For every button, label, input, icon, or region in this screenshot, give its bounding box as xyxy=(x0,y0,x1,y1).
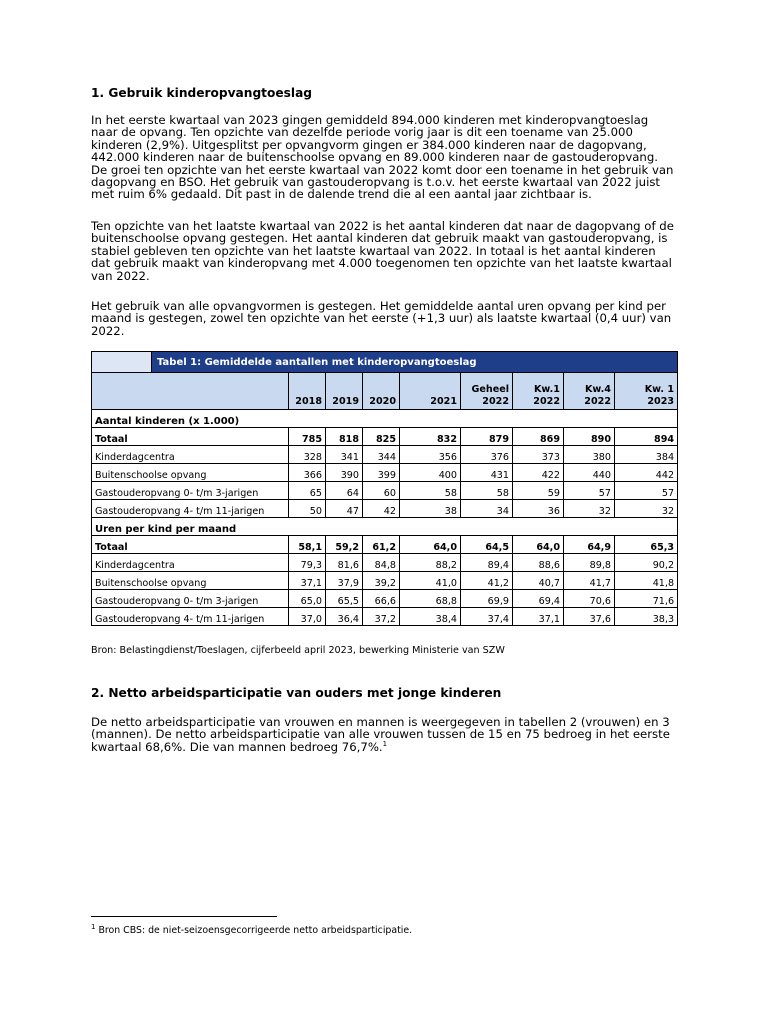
table-cell: 65 xyxy=(289,482,326,500)
section-label: Uren per kind per maand xyxy=(92,518,678,536)
table-row xyxy=(92,464,678,482)
column-header-line: 2021 xyxy=(430,396,457,407)
table-cell: 399 xyxy=(363,464,400,482)
row-label: Gastouderopvang 4- t/m 11-jarigen xyxy=(92,608,289,626)
table-cell: 328 xyxy=(289,446,326,464)
table-cell: 879 xyxy=(461,428,513,446)
table-cell: 88,6 xyxy=(513,554,564,572)
table-cell: 36,4 xyxy=(326,608,363,626)
table-cell: 88,2 xyxy=(400,554,461,572)
section-row-aantal-kinderen xyxy=(92,410,678,428)
text-line: 442.000 kinderen naar de buitenschoolse opvang en 89.000 kinderen naar de gastouderopvang. xyxy=(91,150,658,165)
column-header xyxy=(615,373,678,410)
table-cell: 81,6 xyxy=(326,554,363,572)
table-row xyxy=(92,536,678,554)
table-cell: 37,9 xyxy=(326,572,363,590)
table-source: Bron: Belastingdienst/Toeslagen, cijferbeeld april 2023, bewerking Ministerie van SZW xyxy=(91,645,505,656)
table-cell: 71,6 xyxy=(615,590,678,608)
section-2-heading: 2. Netto arbeidsparticipatie van ouders met jonge kinderen xyxy=(91,686,502,700)
table-title-spacer xyxy=(92,352,152,373)
section-1-paragraph-1 xyxy=(91,114,681,201)
table-cell: 785 xyxy=(289,428,326,446)
table-cell: 65,5 xyxy=(326,590,363,608)
table-cell: 38 xyxy=(400,500,461,518)
table-cell: 69,9 xyxy=(461,590,513,608)
column-header-line: Kw.4 xyxy=(584,384,611,395)
table-cell: 42 xyxy=(363,500,400,518)
table-cell: 64,0 xyxy=(400,536,461,554)
table-cell: 832 xyxy=(400,428,461,446)
section-1-heading: 1. Gebruik kinderopvangtoeslag xyxy=(91,86,313,100)
table-cell: 384 xyxy=(615,446,678,464)
table-cell: 37,0 xyxy=(289,608,326,626)
table-cell: 390 xyxy=(326,464,363,482)
row-label: Kinderdagcentra xyxy=(92,554,289,572)
table-cell: 37,1 xyxy=(289,572,326,590)
row-label: Totaal xyxy=(92,536,289,554)
table-row xyxy=(92,554,678,572)
table-cell: 65,0 xyxy=(289,590,326,608)
table-cell: 38,4 xyxy=(400,608,461,626)
table-cell: 58 xyxy=(400,482,461,500)
table-cell: 37,1 xyxy=(513,608,564,626)
table-cell: 40,7 xyxy=(513,572,564,590)
text-line: stabiel gebleven ten opzichte van het laatste kwartaal van 2022. In totaal is het aantal kinderen xyxy=(91,243,656,258)
table-cell: 70,6 xyxy=(564,590,615,608)
table-cell: 39,2 xyxy=(363,572,400,590)
table-cell: 442 xyxy=(615,464,678,482)
row-label: Buitenschoolse opvang xyxy=(92,464,289,482)
table-title-row xyxy=(92,352,678,373)
table-row xyxy=(92,446,678,464)
table-cell: 41,7 xyxy=(564,572,615,590)
section-row-uren-per-kind xyxy=(92,518,678,536)
table-row xyxy=(92,608,678,626)
footnote-marker: 1 xyxy=(91,922,96,931)
table-header-row xyxy=(92,373,678,410)
text-line: met ruim 6% gedaald. Dit past in de dalende trend die al een aantal jaar zichtbaar is. xyxy=(91,187,592,202)
table-cell: 373 xyxy=(513,446,564,464)
column-header xyxy=(564,373,615,410)
header-empty xyxy=(92,373,289,410)
table-cell: 47 xyxy=(326,500,363,518)
text-line: maand is gestegen, zowel ten opzichte van het eerste (+1,3 uur) als laatste kwartaal (0,4 uur) van xyxy=(91,311,672,326)
column-header-line: 2023 xyxy=(647,396,675,407)
row-label: Totaal xyxy=(92,428,289,446)
row-label: Gastouderopvang 4- t/m 11-jarigen xyxy=(92,500,289,518)
table-cell: 64,9 xyxy=(564,536,615,554)
table-cell: 376 xyxy=(461,446,513,464)
table-cell: 89,4 xyxy=(461,554,513,572)
footnote-divider xyxy=(91,916,277,917)
row-label: Gastouderopvang 0- t/m 3-jarigen xyxy=(92,590,289,608)
table-cell: 344 xyxy=(363,446,400,464)
table-cell: 66,6 xyxy=(363,590,400,608)
column-header-line: Kw. 1 xyxy=(644,384,675,395)
table-cell: 64,0 xyxy=(513,536,564,554)
table-cell: 69,4 xyxy=(513,590,564,608)
table-cell: 818 xyxy=(326,428,363,446)
kinderopvang-table xyxy=(91,351,678,626)
column-header xyxy=(289,373,326,410)
column-header-line: 2022 xyxy=(533,396,560,407)
column-header xyxy=(326,373,363,410)
footnote-text: Bron CBS: de niet-seizoensgecorrigeerde netto arbeidsparticipatie. xyxy=(95,925,413,936)
column-header-line: Kw.1 xyxy=(533,384,560,395)
table-cell: 64,5 xyxy=(461,536,513,554)
column-header xyxy=(461,373,513,410)
table-cell: 90,2 xyxy=(615,554,678,572)
table-cell: 50 xyxy=(289,500,326,518)
table-cell: 431 xyxy=(461,464,513,482)
text-line: dagopvang en BSO. Het gebruik van gastouderopvang is t.o.v. het eerste kwartaal van 2022 juist xyxy=(91,175,660,190)
table-cell: 65,3 xyxy=(615,536,678,554)
table-row xyxy=(92,500,678,518)
table-cell: 894 xyxy=(615,428,678,446)
table-cell: 366 xyxy=(289,464,326,482)
table-cell: 84,8 xyxy=(363,554,400,572)
column-header xyxy=(400,373,461,410)
table-row xyxy=(92,572,678,590)
table-cell: 64 xyxy=(326,482,363,500)
text-line: 2022. xyxy=(91,323,125,338)
footnote xyxy=(91,922,413,936)
table-cell: 34 xyxy=(461,500,513,518)
table-cell: 57 xyxy=(615,482,678,500)
table-cell: 37,2 xyxy=(363,608,400,626)
text-line: De groei ten opzichte van het eerste kwartaal van 2022 komt door een toename in het gebruik van xyxy=(91,162,674,177)
section-1-paragraph-2 xyxy=(91,220,681,282)
section-1-paragraph-3 xyxy=(91,300,681,337)
column-header-line: Geheel xyxy=(471,384,509,395)
table-cell: 341 xyxy=(326,446,363,464)
table-cell: 41,8 xyxy=(615,572,678,590)
text-line: naar de opvang. Ten opzichte van dezelfde periode vorig jaar is dit een toename van 25.000 xyxy=(91,125,633,140)
table-cell: 825 xyxy=(363,428,400,446)
table-cell: 37,4 xyxy=(461,608,513,626)
table-cell: 61,2 xyxy=(363,536,400,554)
table-title: Tabel 1: Gemiddelde aantallen met kinderopvangtoeslag xyxy=(152,352,678,373)
table-cell: 41,2 xyxy=(461,572,513,590)
text-line: kinderen (2,9%). Uitgesplitst per opvangvorm gingen er 384.000 kinderen naar de dagopvang, xyxy=(91,137,647,152)
table-cell: 58,1 xyxy=(289,536,326,554)
table-cell: 57 xyxy=(564,482,615,500)
column-header-line: 2022 xyxy=(482,396,509,407)
table-cell: 59 xyxy=(513,482,564,500)
table-cell: 38,3 xyxy=(615,608,678,626)
table-cell: 890 xyxy=(564,428,615,446)
table-cell: 41,0 xyxy=(400,572,461,590)
column-header-line: 2019 xyxy=(332,396,359,407)
row-label: Kinderdagcentra xyxy=(92,446,289,464)
table-cell: 380 xyxy=(564,446,615,464)
table-cell: 400 xyxy=(400,464,461,482)
text-line: buitenschoolse opvang gestegen. Het aantal kinderen dat gebruik maakt van gastouderopvang, is xyxy=(91,231,668,246)
column-header-line: 2018 xyxy=(295,396,322,407)
table-cell: 36 xyxy=(513,500,564,518)
table-cell: 32 xyxy=(615,500,678,518)
table-cell: 356 xyxy=(400,446,461,464)
text-line: In het eerste kwartaal van 2023 gingen gemiddeld 894.000 kinderen met kinderopvangtoeslag xyxy=(91,113,649,127)
section-2-paragraph-1 xyxy=(91,716,681,753)
table-row xyxy=(92,428,678,446)
table-cell: 37,6 xyxy=(564,608,615,626)
text-line: Het gebruik van alle opvangvormen is gestegen. Het gemiddelde aantal uren opvang per kind per xyxy=(91,299,666,313)
table-cell: 58 xyxy=(461,482,513,500)
column-header xyxy=(513,373,564,410)
table-cell: 32 xyxy=(564,500,615,518)
row-label: Gastouderopvang 0- t/m 3-jarigen xyxy=(92,482,289,500)
text-line: kwartaal 68,6%. Die van mannen bedroeg 76,7%. xyxy=(91,739,383,754)
footnote-reference[interactable]: 1 xyxy=(382,739,388,748)
column-header-line: 2022 xyxy=(584,396,611,407)
table-cell: 869 xyxy=(513,428,564,446)
text-line: De netto arbeidsparticipatie van vrouwen en mannen is weergegeven in tabellen 2 (vrouwen) en 3 xyxy=(91,715,670,729)
row-label: Buitenschoolse opvang xyxy=(92,572,289,590)
table-cell: 59,2 xyxy=(326,536,363,554)
table-cell: 79,3 xyxy=(289,554,326,572)
table-cell: 422 xyxy=(513,464,564,482)
text-line: dat gebruik maakt van kinderopvang met 4.000 toegenomen ten opzichte van het laatste kwartaal xyxy=(91,256,672,271)
table-row xyxy=(92,482,678,500)
column-header-line: 2020 xyxy=(369,396,396,407)
table-cell: 68,8 xyxy=(400,590,461,608)
table-row xyxy=(92,590,678,608)
table-cell: 60 xyxy=(363,482,400,500)
text-line: (mannen). De netto arbeidsparticipatie van alle vrouwen tussen de 15 en 75 bedroeg in het eerste xyxy=(91,727,670,742)
text-line: Ten opzichte van het laatste kwartaal van 2022 is het aantal kinderen dat naar de dagopvang of de xyxy=(91,219,674,233)
table-cell: 440 xyxy=(564,464,615,482)
text-line: van 2022. xyxy=(91,268,150,283)
section-label: Aantal kinderen (x 1.000) xyxy=(92,410,678,428)
table-cell: 89,8 xyxy=(564,554,615,572)
column-header xyxy=(363,373,400,410)
